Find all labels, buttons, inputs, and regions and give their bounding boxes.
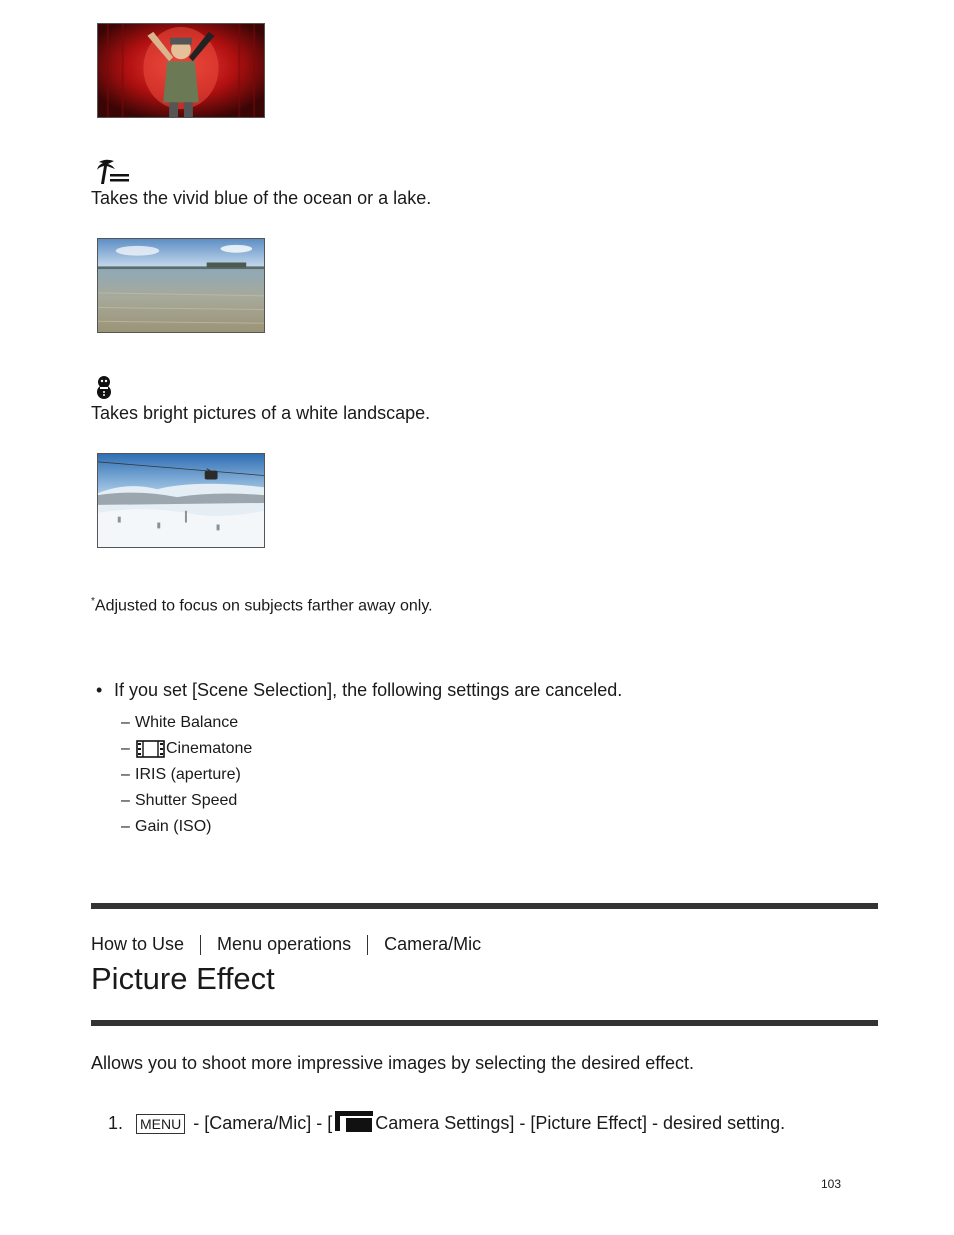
note-bullet bbox=[96, 680, 622, 701]
intro-text: Allows you to shoot more impressive images by selecting the desired effect. bbox=[91, 1053, 694, 1073]
scene-description: Takes bright pictures of a white landscape. bbox=[91, 403, 431, 423]
snowman-icon bbox=[94, 375, 114, 404]
film-icon bbox=[135, 739, 166, 759]
list-dash: – bbox=[121, 818, 130, 835]
bullet-dot: • bbox=[96, 680, 103, 700]
list-item-label: Gain (ISO) bbox=[135, 818, 212, 835]
list-item-label: Cinematone bbox=[166, 740, 253, 757]
breadcrumb-separator bbox=[367, 935, 368, 955]
breadcrumb-how-to-use[interactable]: How to Use bbox=[91, 934, 185, 954]
footnote-text: Adjusted to focus on subjects farther away only. bbox=[94, 597, 433, 615]
list-item-label: Shutter Speed bbox=[135, 792, 238, 809]
list-item bbox=[121, 713, 252, 739]
page-number: 103 bbox=[821, 1177, 842, 1191]
step-text-part2: Camera Settings] - [Picture Effect] - desired setting. bbox=[375, 1113, 786, 1133]
list-dash: – bbox=[121, 792, 130, 809]
footnote-mark: * bbox=[91, 596, 95, 607]
breadcrumb bbox=[91, 934, 481, 955]
list-item bbox=[121, 817, 252, 843]
canceled-settings-list bbox=[121, 713, 252, 843]
step-1 bbox=[108, 1109, 785, 1138]
list-dash: – bbox=[121, 740, 130, 757]
section-divider-top bbox=[91, 903, 878, 909]
scene-description: Takes the vivid blue of the ocean or a lake. bbox=[91, 188, 432, 208]
note-text: If you set [Scene Selection], the following settings are canceled. bbox=[114, 680, 623, 700]
page-title: Picture Effect bbox=[91, 961, 275, 996]
list-dash: – bbox=[121, 766, 130, 783]
list-item bbox=[121, 765, 252, 791]
section-divider-bottom bbox=[91, 1020, 878, 1026]
list-item-label: IRIS (aperture) bbox=[135, 766, 241, 783]
menu-key-icon: MENU bbox=[136, 1114, 185, 1134]
list-item bbox=[121, 739, 252, 765]
step-text-part1: - [Camera/Mic] - [ bbox=[193, 1113, 333, 1133]
beach-palm-icon bbox=[94, 158, 130, 190]
stage-spotlight-photo bbox=[97, 23, 265, 118]
list-dash: – bbox=[121, 714, 130, 731]
breadcrumb-menu-operations[interactable]: Menu operations bbox=[217, 934, 352, 954]
breadcrumb-separator bbox=[200, 935, 201, 955]
ocean-photo bbox=[97, 238, 265, 333]
list-item-label: White Balance bbox=[135, 714, 239, 731]
footnote bbox=[91, 596, 433, 615]
snow-landscape-photo bbox=[97, 453, 265, 548]
breadcrumb-camera-mic[interactable]: Camera/Mic bbox=[384, 934, 482, 954]
camera-settings-icon bbox=[334, 1109, 374, 1138]
step-number: 1. bbox=[108, 1113, 124, 1133]
list-item bbox=[121, 791, 252, 817]
